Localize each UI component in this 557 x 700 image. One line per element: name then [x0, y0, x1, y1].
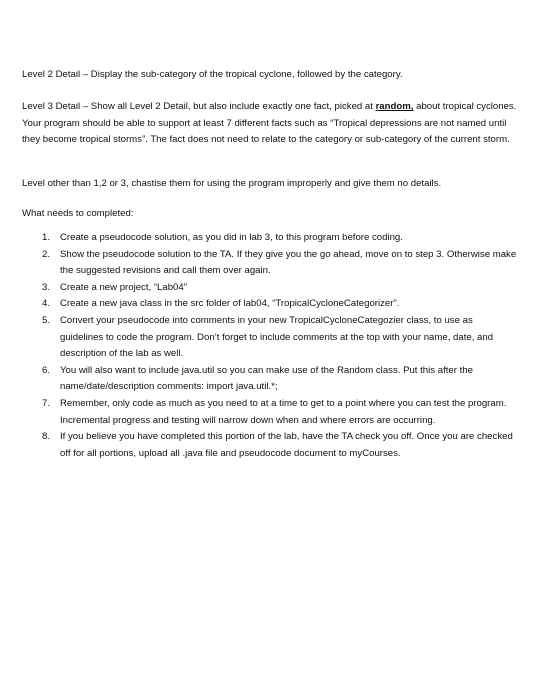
needs-heading: What needs to completed: — [22, 208, 134, 219]
random-emphasis: random, — [375, 101, 414, 112]
step-text: Convert your pseudocode into comments in your new TropicalCycloneCategozier class, to use as guidelines to code the program. Don’t forget to include comments at the top with your name, date, and description of the lab as well. — [60, 314, 494, 360]
level3-text-start: Level 3 Detail – Show all Level 2 Detail, but also include exactly one fact, picked at — [22, 101, 376, 112]
step-text: Remember, only code as much as you need to at a time to get to a point where you can test the program. Incremental progress and testing will narrow down when and where errors are occurring. — [60, 397, 507, 426]
list-item — [42, 429, 517, 462]
level3-text-end: about tropical cyclones. Your program should be able to support at least 7 different facts such as “Tropical depressions are not named until they become tropical storms”. The fact does not need to relate to the category or sub-category of the current storm. — [22, 101, 517, 146]
step-number: 6. — [42, 364, 51, 376]
list-item — [42, 396, 517, 429]
step-text: Show the pseudocode solution to the TA. If they give you the go ahead, move on to step 3. Otherwise make the suggested revisions and call them over again. — [60, 248, 517, 277]
step-text: Create a new java class in the src folder of lab04, “TropicalCycloneCategorizer”. — [60, 298, 400, 310]
steps-list — [42, 230, 517, 462]
step-number: 8. — [42, 431, 51, 443]
step-number: 1. — [42, 232, 51, 243]
level3-detail-paragraph — [22, 99, 527, 149]
step-number: 4. — [42, 298, 51, 310]
step-text: If you believe you have completed this portion of the lab, have the TA check you off. Once you are checked off for all portions, upload all .java file and pseudocode document to myCourses. — [60, 431, 513, 459]
step-number: 2. — [42, 248, 51, 260]
list-item — [42, 230, 517, 247]
step-text: Create a pseudocode solution, as you did in lab 3, to this program before coding. — [60, 232, 403, 243]
list-item — [42, 313, 517, 363]
step-text: Create a new project, “Lab04” — [60, 281, 187, 293]
list-item — [42, 280, 517, 297]
list-item — [42, 296, 517, 313]
step-number: 3. — [42, 281, 51, 293]
step-number: 5. — [42, 314, 51, 326]
step-text: You will also want to include java.util so you can make use of the Random class. Put this after the name/date/description comments: import java.util.*; — [60, 364, 473, 393]
other-levels-paragraph: Level other than 1,2 or 3, chastise them for using the program improperly and give them no details. — [22, 178, 442, 189]
level2-detail-paragraph: Level 2 Detail – Display the sub-category of the tropical cyclone, followed by the category. — [22, 69, 403, 80]
list-item — [42, 363, 517, 396]
list-item — [42, 247, 517, 280]
step-number: 7. — [42, 397, 51, 409]
